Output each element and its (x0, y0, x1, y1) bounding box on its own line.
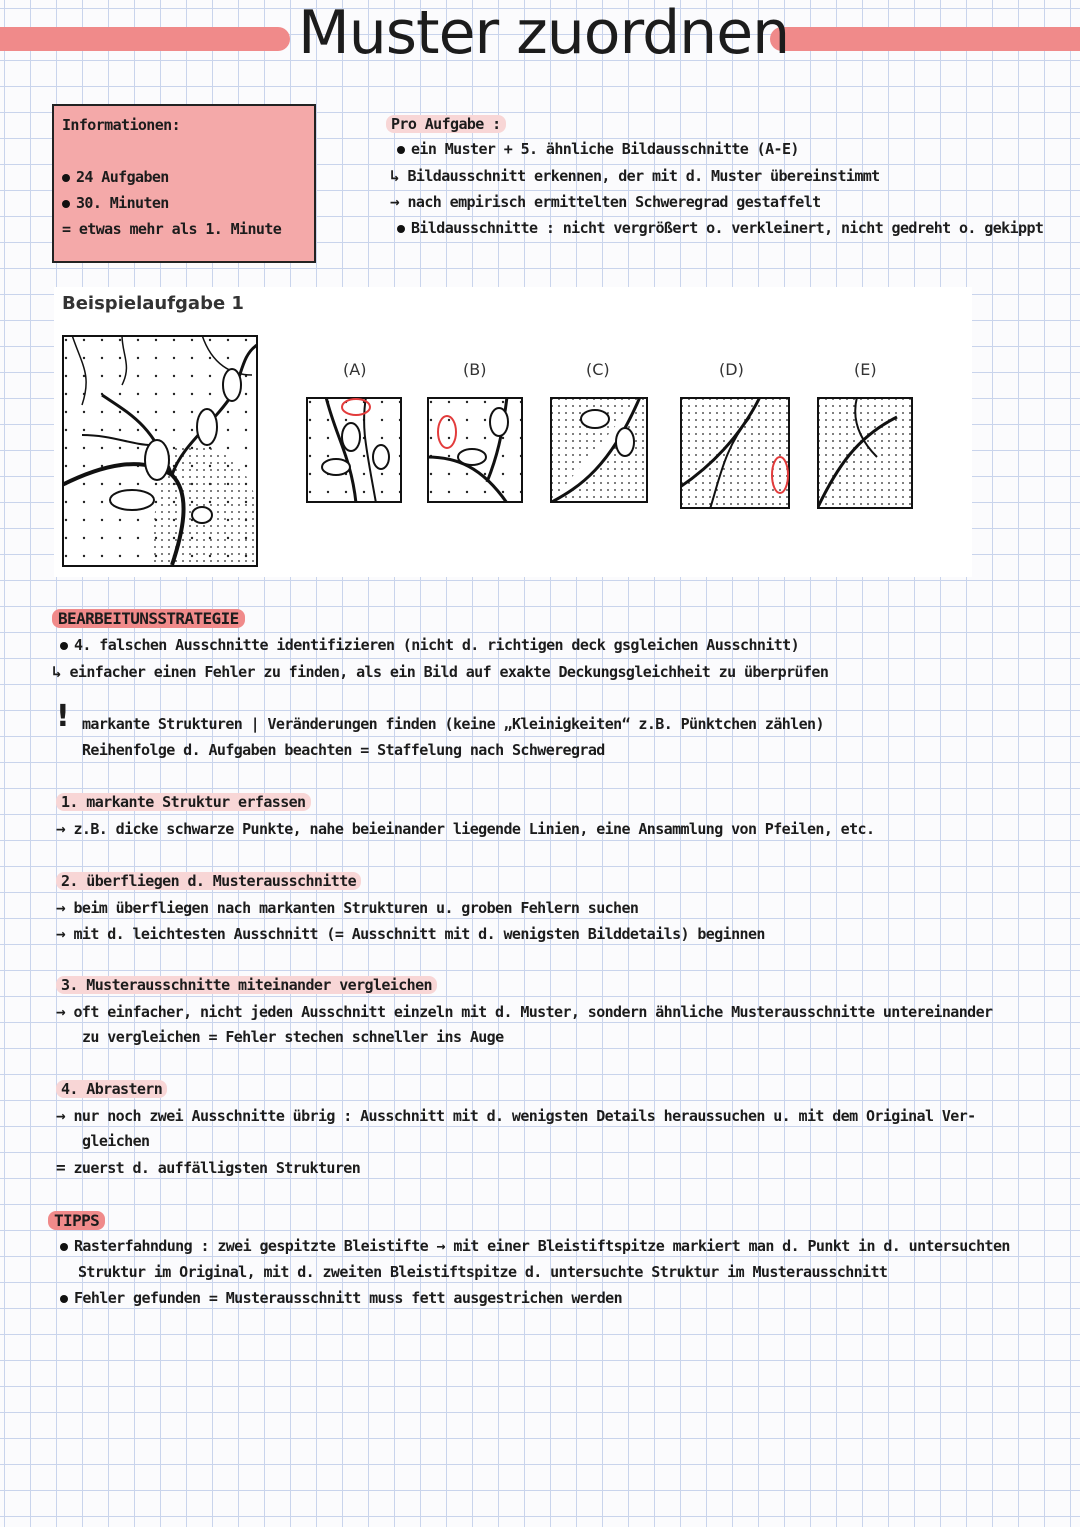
warning-icon: ! (56, 699, 70, 734)
per-task-line: → nach empirisch ermittelten Schweregrad gestaffelt (390, 192, 821, 211)
bullet-icon (62, 200, 70, 208)
per-task-line: ein Muster + 5. ähnliche Bildausschnitte (A-E) (397, 140, 799, 158)
info-item: 30. Minuten (62, 194, 169, 212)
step-line: → nur noch zwei Ausschnitte übrig : Ausschnitt mit d. wenigsten Details heraussuchen u. mit dem Original Ver- (56, 1106, 976, 1125)
strategy-line: 4. falschen Ausschnitte identifizieren (nicht d. richtigen deck gsgleichen Ausschnitt) (60, 636, 799, 654)
info-box (52, 104, 316, 263)
option-label-d: (D) (719, 360, 744, 379)
option-image-e[interactable] (817, 397, 913, 509)
option-image-a[interactable] (306, 397, 402, 503)
option-image-d[interactable] (680, 397, 790, 509)
step-title: 1. markante Struktur erfassen (56, 793, 311, 811)
strategy-title: BEARBEITUNSSTRATEGIE (52, 609, 245, 628)
step-title: 4. Abrastern (56, 1080, 167, 1098)
option-label-a: (A) (343, 360, 367, 379)
step-line: → mit d. leichtesten Ausschnitt (= Ausschnitt mit d. wenigsten Bilddetails) beginnen (56, 924, 765, 943)
bullet-icon (62, 174, 70, 182)
arrow-right-icon: → (56, 898, 66, 917)
warning-line: markante Strukturen | Veränderungen finden (keine „Kleinigkeiten“ z.B. Pünktchen zählen) (82, 715, 824, 733)
bullet-icon (60, 1243, 68, 1251)
step-line: = zuerst d. auffälligsten Strukturen (56, 1158, 361, 1177)
option-label-c: (C) (586, 360, 610, 379)
info-item: 24 Aufgaben (62, 168, 169, 186)
option-image-c[interactable] (550, 397, 648, 503)
page-title: Muster zuordnen (298, 0, 790, 68)
return-arrow-icon: ↳ (390, 166, 400, 185)
arrow-right-icon: → (56, 924, 66, 943)
bullet-icon (397, 146, 405, 154)
bullet-icon (60, 1295, 68, 1303)
step-line: → beim überfliegen nach markanten Strukturen u. groben Fehlern suchen (56, 898, 639, 917)
strategy-line: ↳ einfacher einen Fehler zu finden, als ein Bild auf exakte Deckungsgleichheit zu überprüfen (52, 662, 829, 681)
arrow-right-icon: → (56, 1106, 66, 1125)
pattern-image (62, 335, 258, 567)
step-title: 3. Musterausschnitte miteinander vergleichen (56, 976, 437, 994)
equals-icon: = (56, 1158, 66, 1177)
title-decoration-right (770, 27, 1080, 51)
arrow-right-icon: → (56, 819, 66, 838)
step-line: → z.B. dicke schwarze Punkte, nahe beieinander liegende Linien, eine Ansammlung von Pfeilen, etc. (56, 819, 875, 838)
bullet-icon (60, 642, 68, 650)
step-line: → oft einfacher, nicht jeden Ausschnitt einzeln mit d. Muster, sondern ähnliche Musterausschnitte untereinander (56, 1002, 993, 1021)
tips-line: Rasterfahndung : zwei gespitzte Bleistifte → mit einer Bleistiftspitze markiert man d. Punkt in d. untersuchten (60, 1237, 1010, 1255)
step-title: 2. überfliegen d. Musterausschnitte (56, 872, 361, 890)
step-line: zu vergleichen = Fehler stechen schneller ins Auge (82, 1028, 504, 1046)
bullet-icon (397, 225, 405, 233)
per-task-line: ↳ Bildausschnitt erkennen, der mit d. Muster übereinstimmt (390, 166, 880, 185)
example-panel (54, 287, 972, 577)
warning-line: Reihenfolge d. Aufgaben beachten = Staffelung nach Schweregrad (82, 741, 605, 759)
tips-line: Struktur im Original, mit d. zweiten Bleistiftspitze d. untersuchte Struktur im Musterausschnitt (78, 1263, 888, 1281)
per-task-line: Bildausschnitte : nicht vergrößert o. verkleinert, nicht gedreht o. gekippt (397, 219, 1043, 237)
title-decoration-left (0, 27, 290, 51)
tips-line: Fehler gefunden = Musterausschnitt muss fett ausgestrichen werden (60, 1289, 622, 1307)
option-image-b[interactable] (427, 397, 523, 503)
step-line: gleichen (82, 1132, 150, 1150)
example-title: Beispielaufgabe 1 (62, 293, 244, 314)
info-summary: = etwas mehr als 1. Minute (62, 220, 282, 238)
per-task-title: Pro Aufgabe : (386, 115, 506, 133)
arrow-right-icon: → (390, 192, 400, 211)
tips-title: TIPPS (48, 1211, 105, 1230)
option-label-e: (E) (854, 360, 877, 379)
return-arrow-icon: ↳ (52, 662, 62, 681)
arrow-right-icon: → (56, 1002, 66, 1021)
option-label-b: (B) (463, 360, 487, 379)
info-box-title: Informationen: (62, 116, 181, 134)
